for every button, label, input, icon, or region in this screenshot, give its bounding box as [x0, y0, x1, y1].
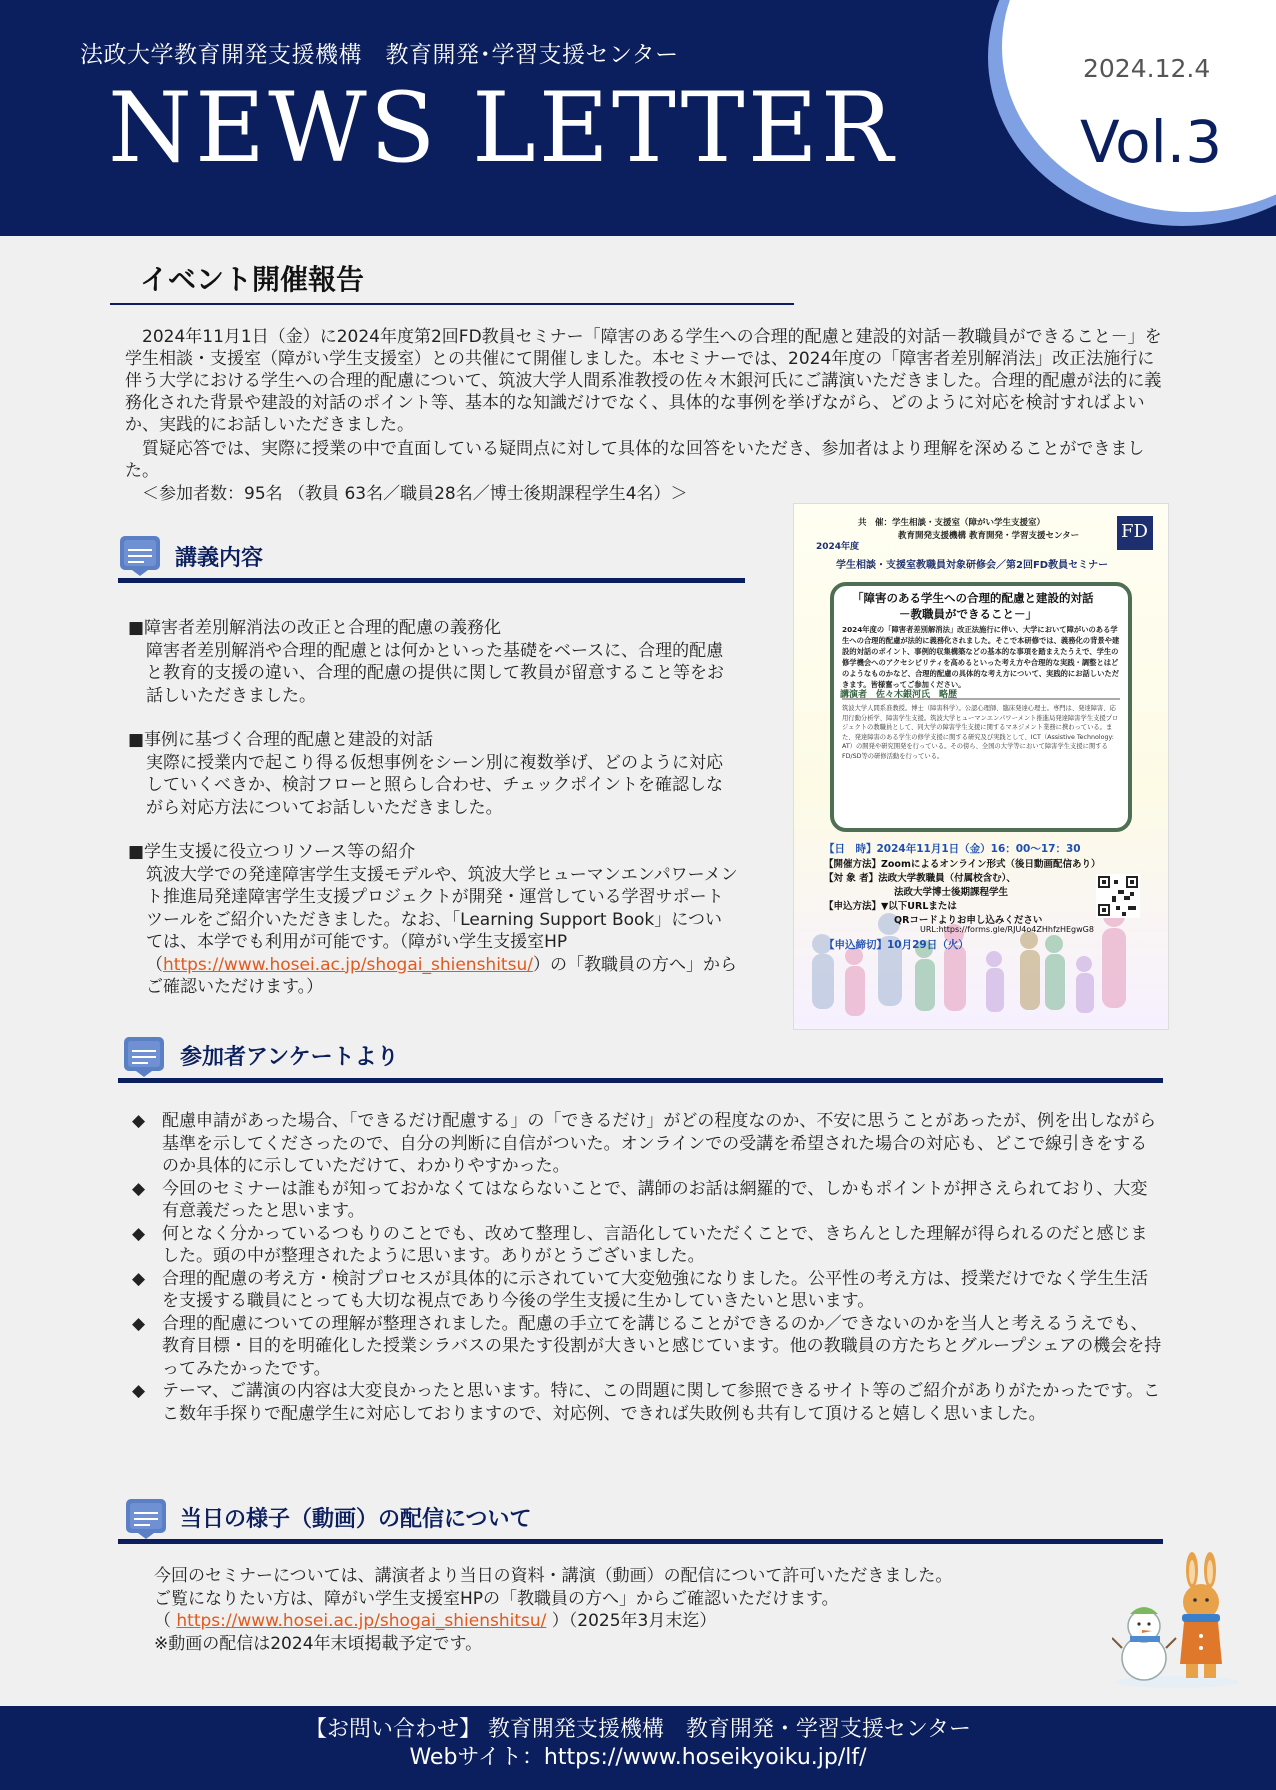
- book-icon: [122, 1033, 166, 1077]
- flyer-series: 学生相談・支援室教職員対象研修会／第2回FD教員セミナー: [836, 560, 1109, 571]
- lecture-section-title: 講義内容: [175, 546, 264, 571]
- issue-volume: Vol.3: [1080, 108, 1223, 176]
- video-section-rule: [118, 1539, 1163, 1544]
- lecture-item: [128, 617, 738, 707]
- event-title-underline: [110, 303, 794, 305]
- video-notice-text: ）（2025年3月末迄）: [546, 1611, 717, 1631]
- snowman-rabbit-illustration: [1112, 1552, 1242, 1688]
- survey-comment: テーマ、ご講演の内容は大変良かったと思います。特に、この問題に関して参照できるサイト等のご紹介がありがたかったです。ここ数年手探りで配慮学生に対応しておりますので、対応例、できれば失敗例も共有して頂けると嬉しく思いました。: [162, 1381, 1161, 1424]
- survey-comment: 合理的配慮についての理解が整理されました。配慮の手立てを講じることができるのか／できないのかを当人と考えるうえでも、教育目標・目的を明確化した授業シラバスの果たす役割が大きいと感じています。他の教職員の方たちとグループシェアの機会を持ってみたかったです。: [162, 1313, 1162, 1379]
- event-attendance: ＜参加者数：95名 （教員 63名／職員28名／博士後期課程学生4名）＞: [125, 484, 688, 504]
- lecture-item-heading: ■障害者差別解消法の改正と合理的配慮の義務化: [128, 618, 502, 638]
- lecture-item-heading: ■事例に基づく合理的配慮と建設的対話: [128, 730, 434, 750]
- diamond-bullet-icon: ◆: [132, 1111, 146, 1131]
- lecture-item-body: [128, 864, 738, 999]
- flyer-host-line: 共 催：学生相談・支援室（障がい学生支援室）: [858, 518, 1046, 528]
- header-banner: [0, 0, 1276, 236]
- website-line: Webサイト：https://www.hoseikyoiku.jp/lf/: [409, 1745, 867, 1770]
- diamond-bullet-icon: ◆: [132, 1223, 146, 1244]
- diamond-bullet-icon: ◆: [132, 1313, 146, 1334]
- video-notice-line: ご覧になりたい方は、障がい学生支援室HPの「教職員の方へ」からご確認いただけます。: [154, 1588, 839, 1609]
- flyer-url: URL:https://forms.gle/RJU4o4ZHhfzHEgwG8: [920, 925, 1094, 934]
- flyer-bio: 筑波大学人間系准教授。博士（障害科学）。公認心理師、臨床発達心理士。専門は、発達障害、応用行動分析学、障害学生支援。筑波大学ヒューマンエンパワーメント推進局発達障害学生支援プロジェクトの教職員として、同大学の障害学生支援に関するマネジメント業務に携わっている。また、発達障害のある学生の修学支援に関する研究及び実践として、ICT（Assistive Technology: AT）の開発や研究開発を行っている。その傍ら、全国の大学等において障害学生支援に関するFD/SD等の研修活動を行っている。: [842, 705, 1119, 760]
- lecture-section-rule: [118, 578, 745, 583]
- org-name: 法政大学教育開発支援機構 教育開発･学習支援センター: [80, 42, 679, 68]
- support-office-link[interactable]: https://www.hosei.ac.jp/shogai_shienshitsu/: [176, 1611, 547, 1631]
- video-notice-line: 今回のセミナーについては、講演者より当日の資料・講演（動画）の配信について許可いただきました。: [154, 1566, 953, 1586]
- book-icon: [124, 1495, 168, 1539]
- newsletter-title: NEWS LETTER: [108, 72, 897, 184]
- video-notice-line: [154, 1610, 952, 1633]
- flyer-host-line: 教育開発支援機構 教育開発・学習支援センター: [898, 531, 1080, 541]
- video-notice-line: ※動画の配信は2024年末頃掲載予定です。: [154, 1633, 483, 1654]
- video-section-title: 当日の様子（動画）の配信について: [180, 1507, 532, 1532]
- vol-circle: [1002, 0, 1276, 212]
- lecture-item-heading: ■学生支援に役立つリソース等の紹介: [128, 842, 416, 862]
- flyer-lecturer: 講演者 佐々木銀河氏 略歴: [840, 690, 958, 700]
- list-item: [132, 1110, 1162, 1178]
- list-item: [132, 1268, 1162, 1313]
- flyer-method: 【開催方法】Zoomによるオンライン形式（後日動画配信あり）: [824, 859, 1101, 870]
- flyer-target: 【対 象 者】法政大学教職員（付属校含む）、: [824, 873, 1016, 884]
- flyer-title: －教職員ができること－」: [899, 607, 1037, 621]
- flyer-deadline: 【申込締切】10月29日（火）: [824, 939, 969, 951]
- survey-comment: 配慮申請があった場合、「できるだけ配慮する」の「できるだけ」がどの程度なのか、不安に思うことがあったが、例を出しながら基準を示してくださったので、自分の判断に自信がついた。オンラインでの受講を希望された場合の対応も、どこで線引きをするのか具体的に示していただけて、わかりやすかった。: [162, 1111, 1157, 1176]
- video-notice: [154, 1565, 952, 1655]
- diamond-bullet-icon: ◆: [132, 1381, 146, 1401]
- flyer-year: 2024年度: [816, 542, 860, 552]
- list-item: [132, 1223, 1162, 1268]
- flyer-intro: 2024年度の「障害者差別解消法」改正法施行に伴い、大学において障がいのある学生への合理的配慮が法的に義務化されました。そこで本研修では、義務化の背景や建設的対話のポイント、事例的収集構築などの基本的な事項を踏まえたうえで、学生の修学機会へのアクセシビリティを高めるといった考え方や合理的な実践・調整とはどのようなものかなど、合理的配慮の具体的な考え方について、実践的にお話しいただきます。皆様奮ってご参加ください。: [842, 625, 1120, 689]
- book-icon: [118, 532, 162, 576]
- issue-date: 2024.12.4: [1083, 54, 1211, 83]
- lecture-item: [128, 729, 738, 819]
- list-item: [132, 1380, 1162, 1425]
- survey-section-title: 参加者アンケートより: [180, 1045, 399, 1070]
- diamond-bullet-icon: ◆: [132, 1178, 146, 1199]
- survey-comment: 今回のセミナーは誰もが知っておかなくてはならないことで、講師のお話は網羅的で、しかもポイントが押さえられており、大変有意義だったと思います。: [162, 1178, 1148, 1221]
- video-notice-text: （: [154, 1611, 177, 1631]
- event-paragraph-main: 2024年11月1日（金）に2024年度第2回FD教員セミナー「障害のある学生への合理的配慮と建設的対話－教職員ができること－」を学生相談・支援室（障がい学生支援室）との共催にて開催しました。本セミナーでは、2024年度の「障害者差別解消法」改正法施行に伴う大学における学生への合理的配慮について、筑波大学人間系准教授の佐々木銀河氏にご講演いただきました。合理的配慮が法的に義務化された背景や建設的対話のポイント等、基本的な知識だけでなく、具体的な事例を挙げながら、どのように対応を検討すればよいか、実践的にお話しいただきました。: [125, 327, 1162, 435]
- contact-line: 【お問い合わせ】 教育開発支援機構 教育開発・学習支援センター: [304, 1717, 972, 1742]
- diamond-bullet-icon: ◆: [132, 1268, 146, 1289]
- survey-comment: 合理的配慮の考え方・検討プロセスが具体的に示されていて大変勉強になりました。公平性の考え方は、授業だけでなく学生生活を支援する職員にとっても大切な視点であり今後の学生支援に生かしていきたいと思います。: [162, 1268, 1148, 1311]
- support-office-link[interactable]: https://www.hosei.ac.jp/shogai_shienshitsu/: [163, 954, 533, 975]
- survey-list: [132, 1110, 1162, 1425]
- event-report-title: イベント開催報告: [140, 263, 365, 296]
- lecture-item: [128, 841, 738, 999]
- list-item: [132, 1313, 1162, 1381]
- lecture-item-body: 実際に授業内で起こり得る仮想事例をシーン別に複数挙げ、どのように対応していくべきか、検討フローと照らし合わせ、チェックポイントを確認しながら対応方法についてお話しいただきました。: [146, 752, 723, 818]
- flyer-title: 「障害のある学生への合理的配慮と建設的対話: [852, 591, 1094, 605]
- lecture-item-body-text: 筑波大学での発達障害学生支援モデルや、筑波大学ヒューマンエンパワーメント推進局発達障害学生支援プロジェクトが開発・運営している学習サポートツールをご紹介いただきました。なお、「Learning Support Book」については、本学でも利用が可能です。（障がい学生支援室HP（: [146, 864, 738, 975]
- survey-section-rule: [118, 1078, 1163, 1083]
- contact-footer: [0, 1706, 1276, 1790]
- flyer-date: 【日 時】2024年11月1日（金）16：00～17：30: [824, 843, 1081, 855]
- list-item: [132, 1178, 1162, 1223]
- flyer-apply: 【申込方法】▼以下URLまたは: [824, 901, 957, 912]
- lecture-item-body-text: ）の「教職員の方へ」からご確認いただけます。）: [146, 954, 737, 997]
- flyer-apply: QRコードよりお申し込みください: [894, 915, 1043, 926]
- fd-logo: FD: [1121, 521, 1148, 542]
- flyer-target: 法政大学博士後期課程学生: [894, 887, 1009, 898]
- survey-comment: 何となく分かっているつもりのことでも、改めて整理し、言語化していただくことで、きちんとした理解が得られるのだと感じました。頭の中が整理されたように思います。ありがとうございました。: [162, 1223, 1148, 1266]
- seminar-flyer: [793, 503, 1169, 1030]
- event-paragraph-qa: 質疑応答では、実際に授業の中で直面している疑問点に対して具体的な回答をいただき、参加者はより理解を深めることができました。: [125, 439, 1145, 481]
- lecture-item-body: 障害者差別解消や合理的配慮とは何かといった基礎をベースに、合理的配慮と教育的支援の違い、合理的配慮の提供に関して教員が留意すること等をお話しいただきました。: [146, 640, 724, 706]
